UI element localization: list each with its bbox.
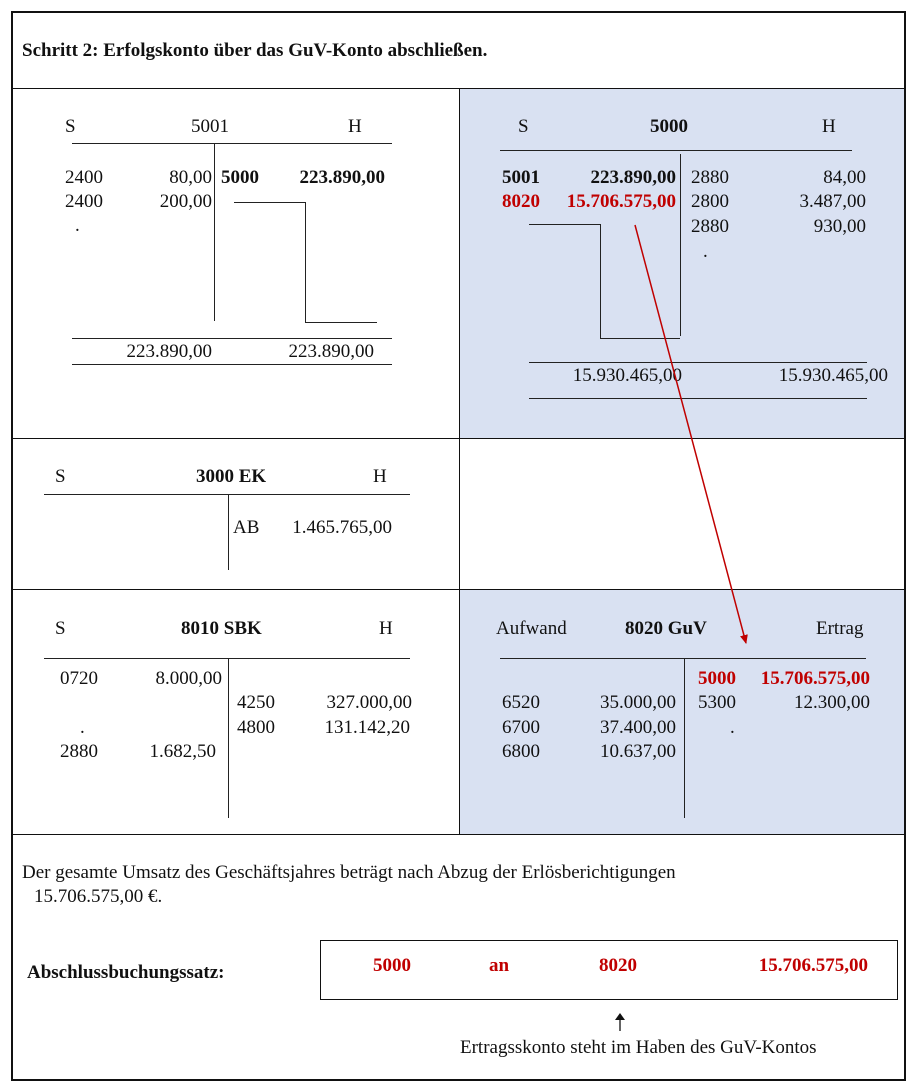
credit-amount: 930,00 bbox=[813, 216, 866, 237]
credit-side-label: H bbox=[822, 116, 836, 137]
credit-side-label: H bbox=[379, 618, 393, 639]
debit-amount: 80,00 bbox=[169, 167, 212, 188]
up-arrow-icon bbox=[612, 1012, 628, 1032]
credit-acct: 5300 bbox=[698, 692, 736, 713]
debit-acct: 2400 bbox=[65, 191, 103, 212]
debit-amount: 35.000,00 bbox=[600, 692, 676, 713]
debit-amount: 1.682,50 bbox=[149, 741, 216, 762]
debit-side-label: Aufwand bbox=[496, 618, 567, 639]
credit-acct: AB bbox=[233, 517, 260, 538]
credit-total: 15.930.465,00 bbox=[778, 365, 888, 386]
account-name: 8020 GuV bbox=[625, 618, 707, 639]
account-name: 5000 bbox=[650, 116, 688, 137]
credit-acct: 4250 bbox=[237, 692, 275, 713]
entry-amount: 15.706.575,00 bbox=[758, 955, 868, 976]
account-name: 8010 SBK bbox=[181, 618, 262, 639]
debit-amount: 223.890,00 bbox=[590, 167, 676, 188]
debit-side-label: S bbox=[65, 116, 76, 137]
debit-amount: 37.400,00 bbox=[600, 717, 676, 738]
page-title: Schritt 2: Erfolgskonto über das GuV-Konto abschließen. bbox=[22, 40, 488, 61]
debit-side-label: S bbox=[55, 618, 66, 639]
credit-acct: . bbox=[730, 717, 735, 738]
debit-amount: 200,00 bbox=[159, 191, 212, 212]
debit-amount: 10.637,00 bbox=[600, 741, 676, 762]
debit-acct: 6520 bbox=[502, 692, 540, 713]
credit-amount: 1.465.765,00 bbox=[292, 517, 392, 538]
credit-acct: . bbox=[703, 241, 708, 262]
debit-acct: . bbox=[75, 215, 80, 236]
debit-side-label: S bbox=[518, 116, 529, 137]
credit-acct: 2800 bbox=[691, 191, 729, 212]
account-name: 5001 bbox=[191, 116, 229, 137]
credit-acct: 5000 bbox=[221, 167, 259, 188]
debit-acct: 2880 bbox=[60, 741, 98, 762]
debit-total: 223.890,00 bbox=[126, 341, 212, 362]
debit-acct: 6800 bbox=[502, 741, 540, 762]
entry-credit: 8020 bbox=[599, 955, 637, 976]
debit-side-label: S bbox=[55, 466, 66, 487]
entry-connector: an bbox=[489, 955, 510, 976]
debit-acct: 5001 bbox=[502, 167, 540, 188]
credit-side-label: H bbox=[348, 116, 362, 137]
entry-label: Abschlussbuchungssatz: bbox=[27, 962, 225, 983]
debit-amount: 15.706.575,00 bbox=[566, 191, 676, 212]
credit-side-label: H bbox=[373, 466, 387, 487]
credit-amount: 131.142,20 bbox=[324, 717, 410, 738]
entry-debit: 5000 bbox=[373, 955, 411, 976]
credit-acct: 4800 bbox=[237, 717, 275, 738]
debit-total: 15.930.465,00 bbox=[572, 365, 682, 386]
debit-acct: 8020 bbox=[502, 191, 540, 212]
annotation: Ertragsskonto steht im Haben des GuV-Kontos bbox=[460, 1037, 817, 1058]
debit-acct: 2400 bbox=[65, 167, 103, 188]
debit-acct: . bbox=[80, 717, 85, 738]
debit-acct: 6700 bbox=[502, 717, 540, 738]
debit-acct: 0720 bbox=[60, 668, 98, 689]
credit-amount: 327.000,00 bbox=[326, 692, 412, 713]
credit-acct: 2880 bbox=[691, 216, 729, 237]
credit-acct: 2880 bbox=[691, 167, 729, 188]
debit-amount: 8.000,00 bbox=[155, 668, 222, 689]
credit-amount: 3.487,00 bbox=[799, 191, 866, 212]
credit-total: 223.890,00 bbox=[288, 341, 374, 362]
credit-acct: 5000 bbox=[698, 668, 736, 689]
credit-amount: 84,00 bbox=[823, 167, 866, 188]
credit-amount: 12.300,00 bbox=[794, 692, 870, 713]
credit-amount: 223.890,00 bbox=[299, 167, 385, 188]
note-line-2: 15.706.575,00 €. bbox=[34, 886, 163, 907]
account-name: 3000 EK bbox=[196, 466, 267, 487]
credit-side-label: Ertrag bbox=[816, 618, 864, 639]
note-line-1: Der gesamte Umsatz des Geschäftsjahres beträgt nach Abzug der Erlösberichtigungen bbox=[22, 862, 676, 883]
credit-amount: 15.706.575,00 bbox=[760, 668, 870, 689]
